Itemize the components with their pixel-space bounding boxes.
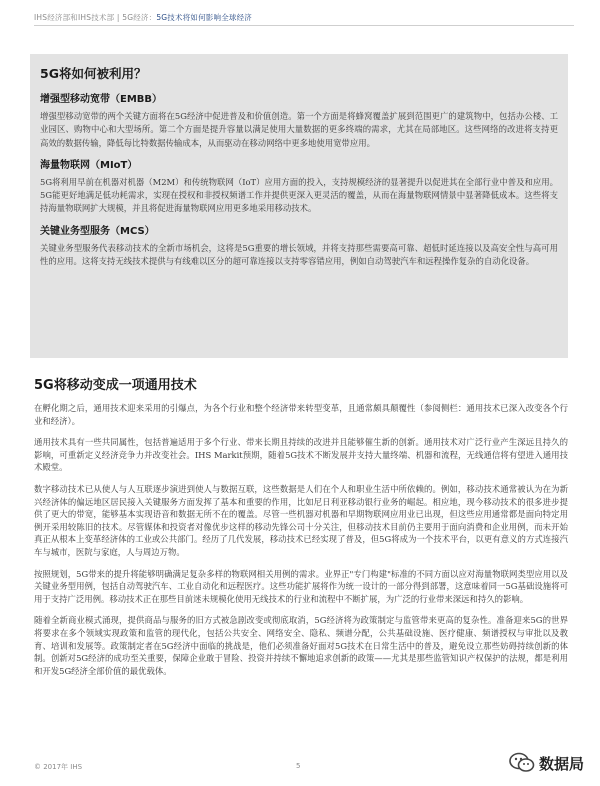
paragraph: 在孵化期之后，通用技术迎来采用的引爆点，为各个行业和整个经济带来转型变革，且通常颇具颠覆性（参阅侧栏：通用技术已深入改变各个行业和经济）。 xyxy=(34,403,568,426)
watermark xyxy=(509,752,584,774)
section-title: 5G将移动变成一项通用技术 xyxy=(34,378,197,393)
watermark-text: 数据局 xyxy=(538,754,584,773)
paragraph: 数字移动技术已从使人与人互联逐步演进到使人与数据互联，这些数据是人们在个人和职业生活中所依赖的。例如，移动技术通常被认为在为新兴经济体的偏远地区居民接入关键服务方面发挥了基本和重要的作用，比如尼日利亚移动银行业务的崛起。相应地，现今移动技术的很多进步提供了更大的带宽，能够基本实现语音和数据无所不在的覆盖。尽管一些机器对机器和早期物联网应用业已出现，但这些应用通常都是面向特定用例开采用较陈旧的技术。尽管媒体和投资者对像优步这样的移动先锋公司十分关注，但移动技术目前仍主要用于面向消费和企业用例，而未开始真正从根本上变革经济体的工业或公共部门。经历了几代发展，移动技术已经实现了普及，但5G将成为一个技术平台，以更有意义的方式连接汽车与城市，医院与家庭，人与周边万物。 xyxy=(34,483,568,557)
body-text xyxy=(34,402,568,686)
running-header xyxy=(34,12,574,23)
header-left: IHS经济部和IHS技术部 | 5G经济： xyxy=(34,13,157,22)
sidebar-text-miot: 5G将利用早前在机器对机器（M2M）和传统物联网（IoT）应用方面的投入，支持规模经济的显著提升以促进其在全部行业中普及和应用。5G能更好地满足低功耗需求，实现在授权和非授权频谱工作并提供更深入更灵活的覆盖，从而在海量物联网情景中显著降低成本。这些将支持海量物联网扩大规模，并且将促进海量物联网应用更多地采用移动技术。 xyxy=(40,176,558,214)
sidebar-box xyxy=(30,54,568,358)
sidebar-text-mcs: 关键业务型服务代表移动技术的全新市场机会，这将是5G重要的增长领域，并将支持那些需要高可靠、超低时延连接以及高安全性与高可用性的应用。这将支持无线技术提供与有线难以区分的超可靠连接以支持零容错应用，例如自动驾驶汽车和远程操作复杂的自动化设备。 xyxy=(40,242,558,267)
header-accent: 5G技术将如何影响全球经济 xyxy=(156,13,252,22)
sidebar-text-embb: 增强型移动宽带的两个关键方面将在5G经济中促进普及和价值创造。第一个方面是将蜂窝覆盖扩展到范围更广的建筑物中，包括办公楼、工业园区、购物中心和大型场所。第二个方面是提升容量以满足使用大量数据的更多终端的需求，尤其在局部地区。这些网络的改进将支持更高效的数据传输，降低每比特数据传输成本，从而驱动在移动网络中更多地使用宽带应用。 xyxy=(40,111,558,148)
sidebar-title: 5G将如何被利用？ xyxy=(40,66,147,81)
paragraph: 通用技术具有一些共同属性，包括普遍适用于多个行业、带来长期且持续的改进并且能够催生新的创新。通用技术对广泛行业产生深远且持久的影响，可重新定义经济竞争力并改变社会。IHS Markit预期，随着5G技术不断发展并支持大量终端、机器和流程，无线通信将有望进入通用技术殿堂。 xyxy=(34,437,568,473)
header-divider xyxy=(34,25,574,26)
paragraph: 随着全新商业模式涌现，提供商品与服务的旧方式被急剧改变或彻底取消，5G经济将为政策制定与监管带来更高的复杂性。准备迎来5G的世界将要求在多个领域实现政策和监管的现代化，包括公共安全、网络安全、隐私、频谱分配，公共基础设施、医疗健康、频谱授权与审批以及教育、培训和发展等。政策制定者在5G经济中面临的挑战是，他们必须准备好面对5G技术在日常生活中的普及，避免设立那些妨碍持续创新的体制。创新对5G经济的成功至关重要，保障企业敢于冒险、投资并持续不懈地追求创新的政策——尤其是那些监管知识产权保护的法规，都是利用和开发5G经济全部价值的最优载体。 xyxy=(34,615,568,676)
sidebar-heading-miot: 海量物联网（MIoT） xyxy=(40,159,138,171)
page-number: 5 xyxy=(296,762,301,770)
footer-copyright: © 2017年 IHS xyxy=(34,763,83,771)
wechat-bubble-icon xyxy=(509,752,535,774)
paragraph: 按照规划，5G带来的提升将能够明确满足复杂多样的物联网相关用例的需求。业界正"专门构建"标准的不同方面以应对海量物联网类型应用以及关键业务型用例，包括自动驾驶汽车、工业自动化和远程医疗。这些功能扩展将作为统一设计的一部分得到部署，这意味着同一5G基础设施将可用于支持广泛用例。移动技术正在那些目前迷未规模化使用无线技术的行业和流程中不断扩展，为广泛的行业带来深远和持久的影响。 xyxy=(34,568,568,604)
sidebar-heading-embb: 增强型移动宽带（EMBB） xyxy=(40,94,163,105)
sidebar-heading-mcs: 关键业务型服务（MCS） xyxy=(40,225,155,237)
